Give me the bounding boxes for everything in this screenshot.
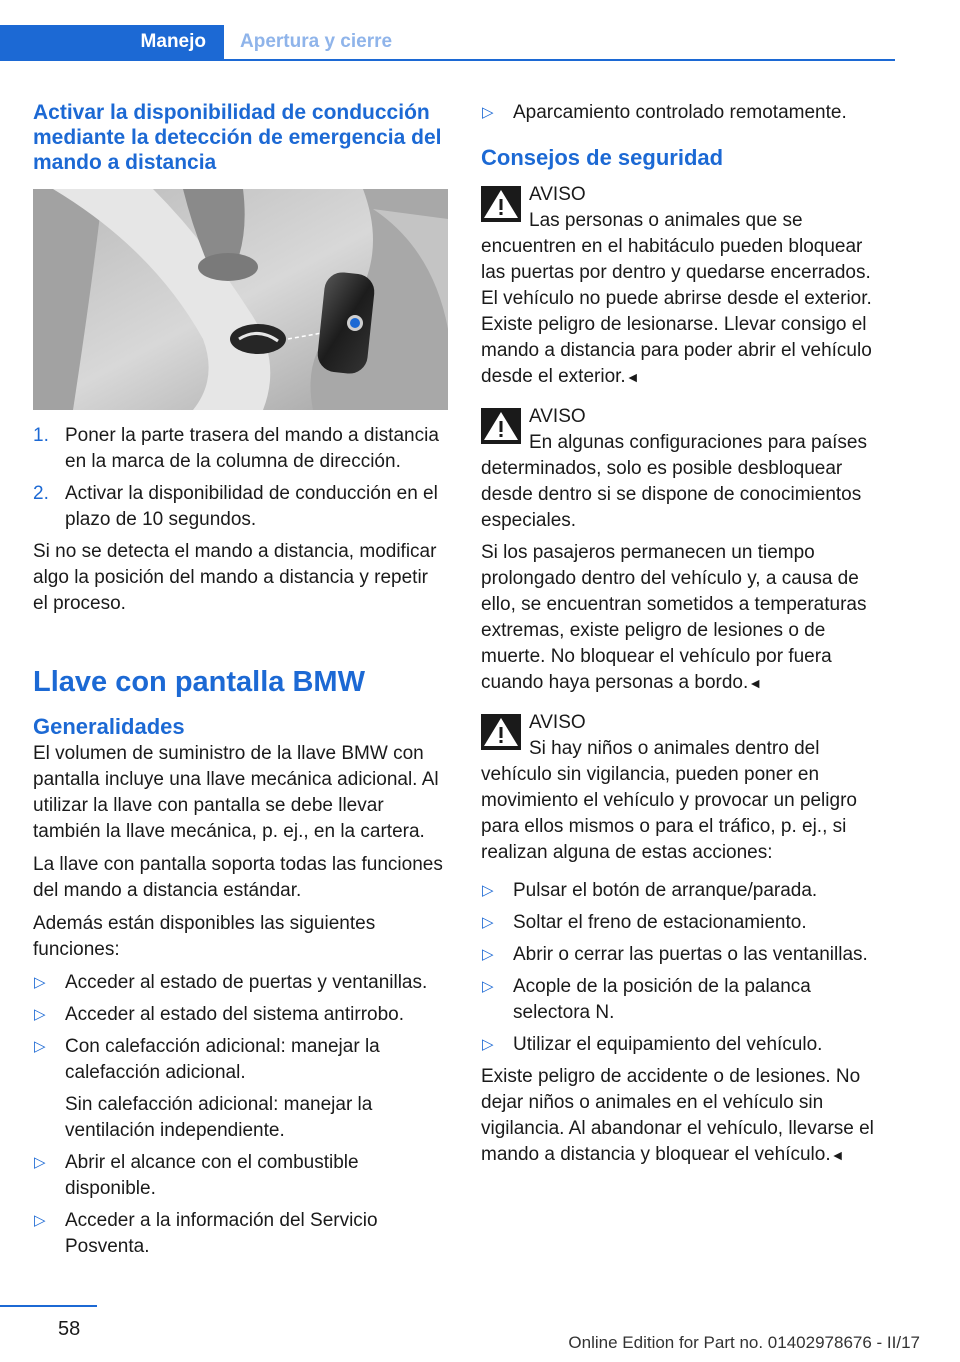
list-item [481, 1032, 891, 1058]
step-text: Activar la disponibilidad de conducción en el plazo de 10 segundos. [65, 483, 438, 530]
warning-title: AVISO [529, 406, 586, 427]
list-item [481, 100, 891, 126]
final-paragraph [481, 1064, 891, 1168]
tab-manejo[interactable] [0, 25, 224, 61]
warning-notice [481, 710, 891, 866]
step-number: 2. [33, 483, 49, 504]
list-item [481, 910, 891, 936]
warning-triangle-icon [481, 408, 521, 444]
list-item-text: Acceder al estado de puertas y ventanillas. [65, 972, 428, 993]
right-column [481, 100, 891, 1175]
warning-title: AVISO [529, 712, 586, 733]
list-item-extra: Sin calefacción adicional: manejar la ventilación independiente. [65, 1094, 373, 1141]
warning-text [481, 208, 891, 390]
triangle-bullet-icon: ▷ [34, 974, 46, 991]
actions-list [481, 878, 891, 1058]
triangle-bullet-icon: ▷ [34, 1038, 46, 1055]
end-mark-icon: ◄ [625, 369, 640, 385]
list-item-text: Acople de la posición de la palanca selectora N. [513, 976, 811, 1023]
warning-notice [481, 182, 891, 390]
list-item-text: Aparcamiento controlado remotamente. [513, 102, 847, 123]
header-rule [224, 59, 895, 61]
continued-functions-list [481, 100, 891, 126]
triangle-bullet-icon: ▷ [482, 978, 494, 995]
step-number: 1. [33, 425, 49, 446]
emergency-detection-heading: Activar la disponibilidad de conducción mediante la detección de emergencia del mando a distancia [33, 101, 442, 174]
general-paragraph-1: El volumen de suministro de la llave BMW con pantalla incluye una llave mecánica adicional. Al utilizar la llave con pantalla se debe llevar también la llave mecánica, p. ej., en la cartera. [33, 743, 439, 842]
list-item-text: Soltar el freno de estacionamiento. [513, 912, 807, 933]
list-item-text: Abrir el alcance con el combustible disponible. [65, 1152, 359, 1199]
list-item-text: Acceder a la información del Servicio Posventa. [65, 1210, 378, 1257]
steering-column-key-photo [33, 189, 448, 410]
warning-triangle-icon [481, 186, 521, 222]
triangle-bullet-icon: ▷ [34, 1154, 46, 1171]
warning-triangle-icon [481, 714, 521, 750]
general-heading: Generalidades [33, 714, 185, 739]
page-number: 58 [58, 1318, 81, 1340]
triangle-bullet-icon: ▷ [482, 882, 494, 899]
list-item [33, 1034, 448, 1144]
triangle-bullet-icon: ▷ [34, 1212, 46, 1229]
warning-body: Si hay niños o animales dentro del vehículo sin vigilancia, pueden poner en movimiento el vehículo y provocar un peligro para ellos mismos o para el tráfico, p. ej., si realizan alguna de estas acciones: [481, 738, 857, 863]
end-mark-icon: ◄ [830, 1147, 845, 1163]
triangle-bullet-icon: ▷ [482, 946, 494, 963]
list-item [481, 942, 891, 968]
tab-apertura-y-cierre[interactable]: Apertura y cierre [240, 31, 393, 52]
general-paragraph-3: Además están disponibles las siguientes funciones: [33, 913, 376, 960]
final-text: Existe peligro de accidente o de lesiones. No dejar niños o animales en el vehículo sin vigilancia. Al abandonar el vehículo, llevarse el mando a distancia y bloquear el vehículo. [481, 1066, 874, 1165]
list-item [481, 878, 891, 904]
list-item-text: Utilizar el equipamiento del vehículo. [513, 1034, 823, 1055]
page-header [0, 25, 895, 61]
list-item-text: Pulsar el botón de arranque/parada. [513, 880, 818, 901]
left-column [33, 100, 448, 1266]
warning-notice [481, 404, 891, 534]
list-item [33, 970, 448, 996]
tab-manejo-label: Manejo [140, 31, 206, 52]
warning-body: En algunas configuraciones para países determinados, solo es posible desbloquear desde dentro si se dispone de conocimientos especiales. [481, 432, 868, 531]
general-paragraph-2: La llave con pantalla soporta todas las funciones del mando a distancia estándar. [33, 854, 443, 901]
list-item [33, 423, 448, 475]
footer-rule [0, 1305, 97, 1307]
warning-extra-text: Si los pasajeros permanecen un tiempo prolongado dentro del vehículo y, a causa de ello, se encuentran sometidos a temperaturas extremas, existe peligro de lesiones o de muerte. No bloquear el vehículo por fuera cuando haya personas a bordo. [481, 542, 867, 693]
steps-list [33, 423, 448, 533]
list-item [33, 1208, 448, 1260]
list-item [33, 1150, 448, 1202]
triangle-bullet-icon: ▷ [482, 104, 494, 121]
triangle-bullet-icon: ▷ [482, 914, 494, 931]
warning-title: AVISO [529, 184, 586, 205]
warning-body: Las personas o animales que se encuentren en el habitáculo pueden bloquear las puertas por dentro y quedarse encerrados. El vehículo no puede abrirse desde el exterior. Existe peligro de lesionarse. Llevar consigo el mando a distancia para poder abrir el vehículo desde el exterior. [481, 210, 872, 387]
triangle-bullet-icon: ▷ [482, 1036, 494, 1053]
list-item [481, 974, 891, 1026]
section-title: Llave con pantalla BMW [33, 666, 365, 698]
edition-footer: Online Edition for Part no. 01402978676 - II/17 [568, 1333, 920, 1352]
list-item-text: Con calefacción adicional: manejar la calefacción adicional. [65, 1036, 380, 1083]
functions-list [33, 970, 448, 1260]
list-item [33, 1002, 448, 1028]
list-item [33, 481, 448, 533]
safety-heading: Consejos de seguridad [481, 145, 724, 170]
list-item-text: Abrir o cerrar las puertas o las ventanillas. [513, 944, 868, 965]
triangle-bullet-icon: ▷ [34, 1006, 46, 1023]
warning-text [481, 736, 891, 866]
step-text: Poner la parte trasera del mando a distancia en la marca de la columna de dirección. [65, 425, 439, 472]
warning-extra-paragraph [481, 540, 891, 696]
list-item-text: Acceder al estado del sistema antirrobo. [65, 1004, 405, 1025]
retry-paragraph: Si no se detecta el mando a distancia, modificar algo la posición del mando a distancia y repetir el proceso. [33, 541, 437, 614]
warning-text [481, 430, 891, 534]
end-mark-icon: ◄ [748, 675, 763, 691]
